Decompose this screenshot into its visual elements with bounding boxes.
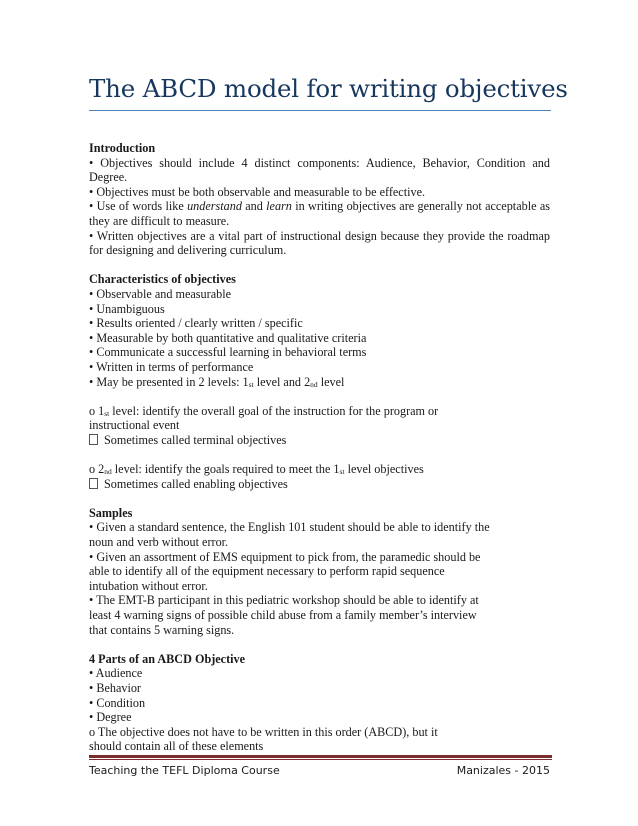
list-item-levels bbox=[89, 375, 550, 390]
sample-line: • The EMT-B participant in this pediatric workshop should be able to identify at bbox=[89, 593, 479, 608]
characteristics-heading: Characteristics of objectives bbox=[89, 272, 236, 287]
level-1-text-a: o 1 bbox=[89, 403, 105, 418]
list-item: • Written in terms of performance bbox=[89, 359, 254, 374]
parts-note-cont: should contain all of these elements bbox=[89, 739, 264, 754]
ordinal-suffix: st bbox=[248, 379, 254, 389]
sample-line: that contains 5 warning signs. bbox=[89, 622, 235, 637]
level-2-sub-item bbox=[89, 477, 550, 492]
intro-p3-text-b: and bbox=[241, 199, 267, 214]
list-item: • Condition bbox=[89, 695, 146, 710]
sample-line: • Given an assortment of EMS equipment to pick from, the paramedic should be bbox=[89, 549, 481, 564]
list-item: • Unambiguous bbox=[89, 301, 165, 316]
ordinal-suffix: st bbox=[339, 467, 345, 477]
spacer bbox=[89, 447, 550, 462]
sample-line: noun and verb without error. bbox=[89, 535, 229, 550]
sample-line: • Given a standard sentence, the English 101 student should be able to identify the bbox=[89, 520, 490, 535]
footer-location-year: Manizales - 2015 bbox=[456, 764, 550, 777]
level-1-description bbox=[89, 404, 550, 419]
page-title: The ABCD model for writing objectives bbox=[89, 74, 568, 103]
list-item: • Communicate a successful learning in behavioral terms bbox=[89, 345, 367, 360]
ordinal-suffix: st bbox=[104, 408, 110, 418]
list-item: • Audience bbox=[89, 666, 143, 681]
checkbox-glyph-icon bbox=[89, 478, 98, 489]
levels-text-b: level and 2 bbox=[253, 374, 311, 389]
ordinal-suffix: nd bbox=[310, 379, 318, 389]
ordinal-suffix: nd bbox=[104, 467, 112, 477]
level-2-sub-text: Sometimes called enabling objectives bbox=[104, 476, 288, 491]
level-1-text-b: level: identify the overall goal of the instruction for the program or bbox=[109, 403, 439, 418]
samples-heading: Samples bbox=[89, 505, 133, 520]
intro-heading: Introduction bbox=[89, 141, 156, 155]
sample-line: least 4 warning signs of possible child abuse from a family member’s interview bbox=[89, 608, 477, 622]
spacer bbox=[89, 491, 550, 506]
level-1-description-cont: instructional event bbox=[89, 418, 180, 433]
level-2-text-c: level objectives bbox=[344, 462, 424, 477]
levels-text-c: level bbox=[317, 374, 345, 389]
footer-course-title: Teaching the TEFL Diploma Course bbox=[89, 764, 280, 777]
parts-note: o The objective does not have to be written in this order (ABCD), but it bbox=[89, 724, 438, 739]
intro-paragraph-1: • Objectives should include 4 distinct components: Audience, Behavior, Condition and Degree. bbox=[89, 155, 550, 185]
list-item: • Observable and measurable bbox=[89, 286, 231, 301]
intro-paragraph-3 bbox=[89, 199, 550, 228]
level-2-text-a: o 2 bbox=[89, 462, 105, 477]
spacer bbox=[89, 637, 550, 652]
list-item: • Results oriented / clearly written / specific bbox=[89, 316, 303, 331]
spacer bbox=[89, 389, 550, 404]
intro-p3-emphasis-understand: understand bbox=[187, 199, 242, 214]
intro-p3-text-a: • Use of words like bbox=[89, 199, 188, 214]
checkbox-glyph-icon bbox=[89, 434, 98, 445]
level-2-description bbox=[89, 462, 550, 477]
list-item: • Behavior bbox=[89, 680, 141, 695]
intro-p3-text-c: in writing objectives are generally not acceptable as they are difficult to measure. bbox=[89, 199, 550, 228]
sample-line: intubation without error. bbox=[89, 578, 208, 593]
intro-p3-emphasis-learn: learn bbox=[266, 199, 292, 214]
list-item: • Measurable by both quantitative and qualitative criteria bbox=[89, 330, 367, 345]
level-1-sub-text: Sometimes called terminal objectives bbox=[104, 432, 287, 447]
footer-rule-thick bbox=[89, 755, 552, 758]
footer-rule-thin bbox=[89, 759, 552, 760]
intro-paragraph-2: • Objectives must be both observable and measurable to be effective. bbox=[89, 184, 426, 199]
sample-line: able to identify all of the equipment necessary to perform rapid sequence bbox=[89, 564, 445, 579]
levels-text-a: • May be presented in 2 levels: 1 bbox=[89, 374, 249, 389]
parts-heading: 4 Parts of an ABCD Objective bbox=[89, 651, 246, 666]
level-1-sub-item bbox=[89, 433, 550, 448]
level-2-text-b: level: identify the goals required to meet the 1 bbox=[111, 462, 340, 477]
list-item: • Degree bbox=[89, 710, 132, 725]
document-body bbox=[89, 141, 550, 754]
intro-paragraph-4: • Written objectives are a vital part of instructional design because they provide the roadmap for designing and delivering curriculum. bbox=[89, 228, 550, 258]
spacer bbox=[89, 258, 550, 273]
title-underline bbox=[89, 110, 551, 111]
